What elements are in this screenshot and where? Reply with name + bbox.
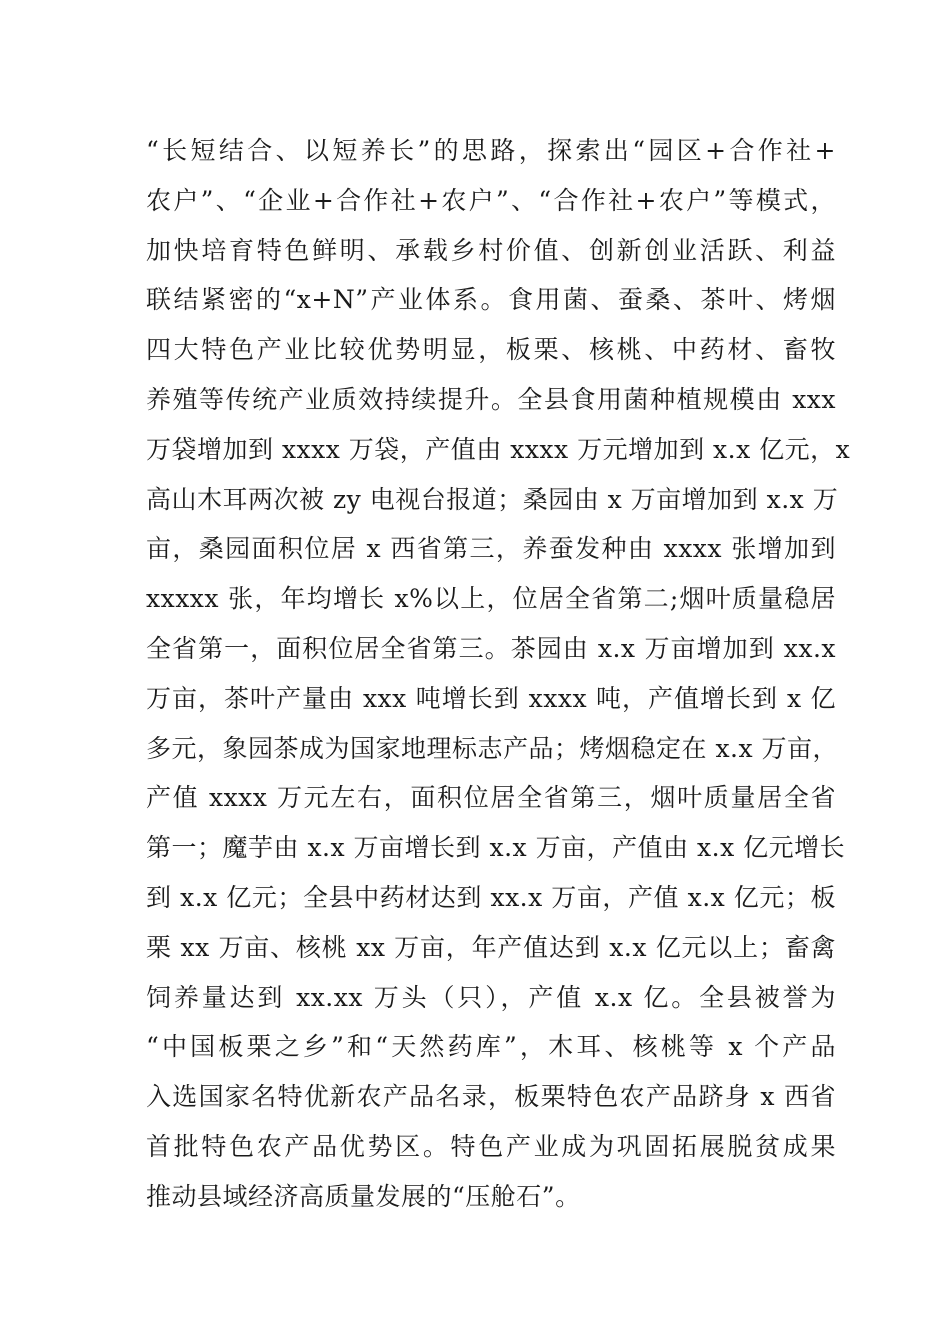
paragraph-line: 首批特色农产品优势区。特色产业成为巩固拓展脱贫成果 — [146, 1131, 836, 1161]
paragraph-line: xxxxx 张，年均增长 x%以上，位居全省第二;烟叶质量稳居 — [146, 584, 836, 614]
paragraph-line: 养殖等传统产业质效持续提升。全县食用菌种植规模由 xxx — [146, 384, 836, 414]
paragraph-line: 入选国家名特优新农产品名录，板栗特色农产品跻身 x 西省 — [146, 1082, 836, 1112]
paragraph-line: 多元，象园茶成为国家地理标志产品；烤烟稳定在 x.x 万亩， — [146, 733, 839, 763]
paragraph-line: 产值 xxxx 万元左右，面积位居全省第三，烟叶质量居全省 — [146, 783, 836, 813]
paragraph-line: 到 x.x 亿元；全县中药材达到 xx.x 万亩，产值 x.x 亿元；板 — [146, 882, 836, 912]
paragraph-line: 饲养量达到 xx.xx 万头（只），产值 x.x 亿。全县被誉为 — [146, 982, 836, 1012]
paragraph-line: “中国板栗之乡”和“天然药库”，木耳、核桃等 x 个产品 — [146, 1032, 836, 1062]
paragraph-line: 农户”、“企业+合作社+农户”、“合作社+农户”等模式， — [146, 185, 836, 215]
paragraph-line: 万袋增加到 xxxx 万袋，产值由 xxxx 万元增加到 x.x 亿元，x — [146, 434, 851, 464]
paragraph-line: 高山木耳两次被 zy 电视台报道；桑园由 x 万亩增加到 x.x 万 — [146, 484, 839, 514]
paragraph-line: 万亩，茶叶产量由 xxx 吨增长到 xxxx 吨，产值增长到 x 亿 — [146, 683, 836, 713]
paragraph-line: 推动县域经济高质量发展的“压舱石”。 — [146, 1181, 581, 1211]
paragraph-line: 四大特色产业比较优势明显，板栗、核桃、中药材、畜牧 — [146, 335, 836, 365]
paragraph-line: 栗 xx 万亩、核桃 xx 万亩，年产值达到 x.x 亿元以上；畜禽 — [146, 932, 836, 962]
paragraph-line: 第一；魔芋由 x.x 万亩增长到 x.x 万亩，产值由 x.x 亿元增长 — [146, 833, 846, 863]
paragraph-line: 亩，桑园面积位居 x 西省第三，养蚕发种由 xxxx 张增加到 — [146, 534, 836, 564]
paragraph-line: 加快培育特色鲜明、承载乡村价值、创新创业活跃、利益 — [146, 235, 836, 265]
paragraph-line: 联结紧密的“x+N”产业体系。食用菌、蚕桑、茶叶、烤烟 — [146, 285, 836, 315]
paragraph-line: 全省第一，面积位居全省第三。茶园由 x.x 万亩增加到 xx.x — [146, 633, 836, 663]
paragraph-line: “长短结合、以短养长”的思路，探索出“园区+合作社+ — [146, 136, 836, 165]
body-paragraph — [146, 126, 851, 1222]
